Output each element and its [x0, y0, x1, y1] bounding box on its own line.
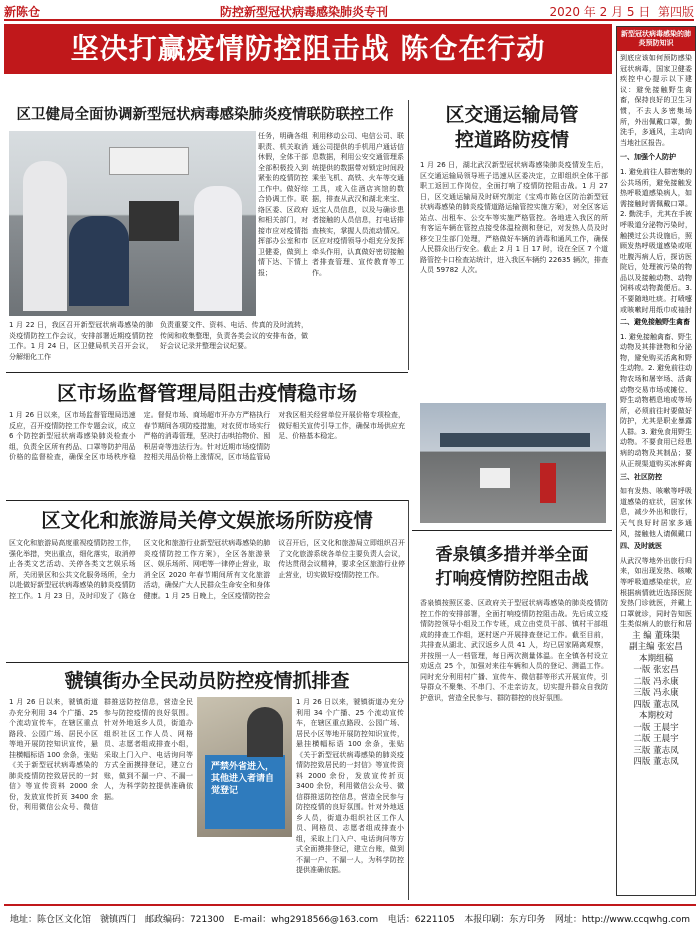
- article1-text-col3: 利用移动公司、电信公司、联通公司提供的手机用户通话信息数据，利用公安交通管理系统提供的数据带对锁定时间段乘坐飞机、高铁、火车等交通工具，或入住酒店宾馆的数据，排查从武汉和湖北来宝、返宝人员信息，以及与确诊患者接触的人员信息，打电话排查核实，掌握人员流动情况。区应对疫情领导小组充分发挥牵头作用，认真做好密切接触者排查管理、宣传教育等工作。: [312, 132, 404, 277]
- staff-row: 三版 冯永康: [633, 688, 679, 699]
- divider: [408, 100, 409, 370]
- sidebar-section: 如有发热、咳嗽等呼吸道感染的症状，居家休息，减少外出和旅行，天气良好时居家多通风，接触他人请佩戴口: [620, 487, 692, 538]
- article4-text: 区文化和旅游局高度重视疫情防控工作，强化举措，突出重点，细化落实，取消停止各类文艺活动、关停各类文艺娱乐场所，关闭景区和公共文化服务场所，全力以赴做好新型冠状病毒感染的肺炎疫情防控工作。1 月 23 日，及时印发了《陈仓区文化和旅游行业新型冠状病毒感染的肺炎疫情防控工作方案》，全区各旅游景区、娱乐场所、网吧等一律停止营业，取消全区 2020 年春节期间所有文化旅游活动，确保广大人民群众生命安全和身体健康。1 月 25 日晚上，全区疫情防控会议召开后，区文化和旅游局立即组织召开了文化旅游系统各单位主要负责人会议，传达贯彻会议精神，要求全区旅游行业停止营业，切实做好疫情防控工作。: [9, 539, 405, 600]
- staff-list: [617, 629, 695, 771]
- article3-title: 区市场监督管理局阻击疫情稳市场: [57, 381, 357, 405]
- article1-title: 区卫健局全面协调新型冠状病毒感染肺炎疫情联防联控工作: [16, 107, 394, 123]
- footer-phone: 电话：6221105: [387, 914, 455, 925]
- divider: [6, 372, 408, 373]
- footer-website[interactable]: 网址：http://www.ccqwhg.com: [554, 914, 690, 925]
- sidebar-heading: 二、避免接触野生禽畜: [620, 317, 690, 326]
- sidebar-heading: 四、及时就医: [620, 542, 662, 551]
- article5-title-line2: 打响疫情防控阻击战: [435, 569, 589, 589]
- article2-text: 1 月 26 日，湖北武汉新型冠状病毒感染肺炎疫情发生后，区交通运输局领导班子迅速从区委决定，立即组织全体干部职工返回工作岗位，全面打响了疫情防控阻击战。1 月 27 日，区交通运输局及时研究制定《宝鸡市陈仓区防治新型冠状病毒感染的肺炎疫情道路运输管控实施方案》，对全区客运站点、出租车、公交车等实施严格管控。各地进入我区的所有客运车辆在管控点接受体温检测和登记，对发热人员及时移交卫生部门处理，严格做好车辆的消毒和通风工作，确保人民群众出行安全。截止 2 月 1 日 17 时，设在全区 7 个道路管控卡口检查站统计，进入我区车辆约 22635 辆次，排查人员 59782 人次。: [420, 161, 608, 274]
- divider: [6, 662, 408, 663]
- article5-text: 香泉镇按照区委、区政府关于型冠状病毒感染的肺炎疫情防控工作的安排部署，全面打响疫情防控阻击战。先后成立疫情防控领导小组及工作专班，成立由党员干部、镇村干部组成的排查工作组，逐村逐户开展排查登记工作。截至目前，共排查从湖北、武汉返乡人员 41 人，均已居家隔离观察，并按照一人一档管理，每日两次测量体温。在全镇各村设立劝返点 25 个，加强对来往车辆和人员的登记、测温工作。同时充分利用村广播、宣传车、微信群等形式开展宣传，引导群众不聚集、不串门、不走亲访友，切实提升群众自我防护意识，营造全民参与、群防群控的良好氛围。: [420, 599, 608, 702]
- article6-text: 1 月 26 日以来，虢镇街道办充分利用 34 个广播、25 个流动宣传车，在辖区重点路段、公园广场、居民小区等地开展防控知识宣传，悬挂横幅标语 100 余条，张贴《关于新型冠状病毒感染的肺炎疫情防控致居民的一封信》等宣传资料 2000 余份，发放宣传折页 3400 余份，利用微信公众号、微信群推送防控信息，营造全民参与防控疫情的良好氛围。针对外地返乡人员，街道办组织社区工作人员、网格员、志愿者组成排查小组，采取上门入户、电话询问等方式全面摸排登记，建立台账，做到不漏一户、不漏一人，为科学防控提供准确依据。: [9, 698, 193, 811]
- footer: [4, 904, 696, 930]
- sidebar-heading: 三、社区防控: [620, 472, 662, 481]
- sidebar-heading: 一、加强个人防护: [620, 153, 676, 162]
- article2-photo: [420, 403, 606, 523]
- footer-printer: 本报印刷：东方印务: [464, 914, 546, 925]
- staff-row: 本期校对: [638, 711, 673, 722]
- staff-row: 一版 张宏昌: [633, 665, 679, 676]
- article2-title-line1: 区交通运输局管: [445, 104, 579, 126]
- notice-sign: 严禁外省进入，其他进入者请自觉登记: [205, 755, 285, 829]
- staff-row: 二版 王晨宇: [633, 734, 679, 745]
- article3-text: 1 月 26 日以来，区市场监督管理局迅速反应，召开疫情防控工作专题会议，成立 6 个防控新型冠状病毒感染肺炎检查小组，负责全区所有药品、口罩等防护用品价格的监督检查，确保全区市场秩序稳定。督促市场、商场超市开办方严格执行春节期间各项防疫措施，对农贸市场实行严格的消毒管理，坚决打击哄抬物价、囤积居奇等违法行为。针对近期市场疫情防控相关用品价格上涨情况，区市场监管局对我区相关经营单位开展价格专项检查，做好相关宣传引导工作，确保市场供应充足、价格基本稳定。: [9, 411, 405, 461]
- sidebar-section: 从武汉等地外出旅行归来，如出现发热、咳嗽等呼吸道感染症状，应根据病情就近选择医院发热门诊就医，并戴上口罩就诊，同时告知医生类似病人的旅行和居: [620, 556, 692, 629]
- article1-text-right: 任务，明确各组职责、机关取消休假，全体干部全部积极投入到紧张的疫情防控工作中。做好综合协调工作。联络区委、区政府和相关部门，对接市应对疫情指挥部办公室和市卫健委，做到上情下达、下情上报；: [258, 132, 308, 277]
- staff-row: 副主编 张宏昌: [629, 642, 683, 653]
- staff-row: 四版 董志凤: [633, 699, 679, 710]
- masthead: [4, 3, 694, 21]
- staff-row: 二版 冯永康: [633, 676, 679, 687]
- sidebar-intro: 到底应该如何预防感染冠状病毒，国家卫健委疾控中心提示以下建议：避免接触野生禽畜，保持良好的卫生习惯，不去人多密集场所，外出佩戴口罩，勤洗手，多通风，主动向当地社区报告。: [620, 54, 692, 147]
- article6-photo: [197, 697, 292, 837]
- paper-name: 新陈仓: [4, 4, 41, 19]
- article2-title-line2: 控道路防疫情: [454, 129, 569, 151]
- staff-row: 本期组稿: [638, 653, 673, 664]
- footer-email: E-mail：whg2918566@163.com: [233, 914, 379, 925]
- article6-title: 虢镇街办全民动员防控疫情抓排查: [64, 670, 350, 692]
- article1-text-bottom2: 负责重要文件、资料、电话、传真的及时流转，传阅和收集整理，负责各类会议的安排布备，做好会议记录并整理会议纪要。: [160, 321, 308, 350]
- divider: [412, 530, 612, 531]
- sidebar-title: 新型冠状病毒感染的肺炎预防知识: [617, 27, 695, 51]
- staff-row: 主 编 董珠渠: [632, 630, 680, 641]
- article1-photo: [9, 131, 256, 316]
- staff-row: 三版 董志凤: [633, 745, 679, 756]
- article6-text-right: 1 月 26 日以来，虢镇街道办充分利用 34 个广播、25 个流动宣传车，在辖区重点路段、公园广场、居民小区等地开展防控知识宣传，悬挂横幅标语 100 余条，张贴《关于新型冠状病毒感染的肺炎疫情防控致居民的一封信》等宣传资料 2000 余份，发放宣传折页 3400 余份，利用微信公众号、微信群推送防控信息，营造全民参与防控疫情的良好氛围。针对外地返乡人员，街道办组织社区工作人员、网格员、志愿者组成排查小组，采取上门入户、电话询问等方式全面摸排登记，建立台账，做到不漏一户、不漏一人，为科学防控提供准确依据。: [296, 698, 404, 874]
- issue-title: 防控新型冠状病毒感染肺炎专刊: [219, 4, 388, 19]
- article5-title-line1: 香泉镇多措并举全面: [435, 545, 589, 565]
- staff-row: 一版 王晨宇: [633, 722, 679, 733]
- staff-row: 四版 董志凤: [633, 757, 679, 768]
- article4-title: 区文化和旅游局关停文娱旅场所防疫情: [41, 509, 373, 532]
- issue-date: 2020 年 2 月 5 日: [549, 4, 651, 19]
- sidebar: [616, 26, 696, 896]
- sidebar-section: 1. 避免接触禽畜、野生动物及其排泄物和分泌物，避免购买活禽和野生动物。2. 避免前往动物农场和屠宰场、活禽动物交易市场或摊位、野生动物栖息地或等场所，必须前往时要做好防护，尤其是职业暴露人群。3. 避免食用野生动物。不要食用已经患病的动物及其制品；要从正规渠道购买冰鲜禽: [620, 332, 692, 468]
- footer-address: 地址：陈仓区文化馆 虢镇西门 邮政编码：721300: [10, 914, 225, 925]
- divider: [408, 500, 409, 900]
- article1-text-bottom: 1 月 22 日，我区召开新型冠状病毒感染的肺炎疫情防控工作会议，安排部署近期疫情防控工作。1 月 24 日，区卫健局机关召开会议，分解细化工作: [9, 321, 153, 361]
- edition-number: 第四版: [657, 4, 694, 19]
- sidebar-section: 1. 避免前往人群密集的公共场所，避免接触发热呼吸道感染病人，如需接触时需佩戴口罩。2. 勤洗手，尤其在手被呼吸道分泌物污染时，触摸过公共设施后，照顾发热呼吸道感染或呕吐腹泻病人后，探访医院后，处理被污染的物品以及接触动物、动物饲料或动物粪便后。3. 不要随地吐痰。打喷嚏或咳嗽时用纸巾或袖肘: [620, 167, 692, 314]
- divider: [6, 500, 408, 501]
- page-banner: 坚决打赢疫情防控阻击战 陈仓在行动: [4, 24, 612, 74]
